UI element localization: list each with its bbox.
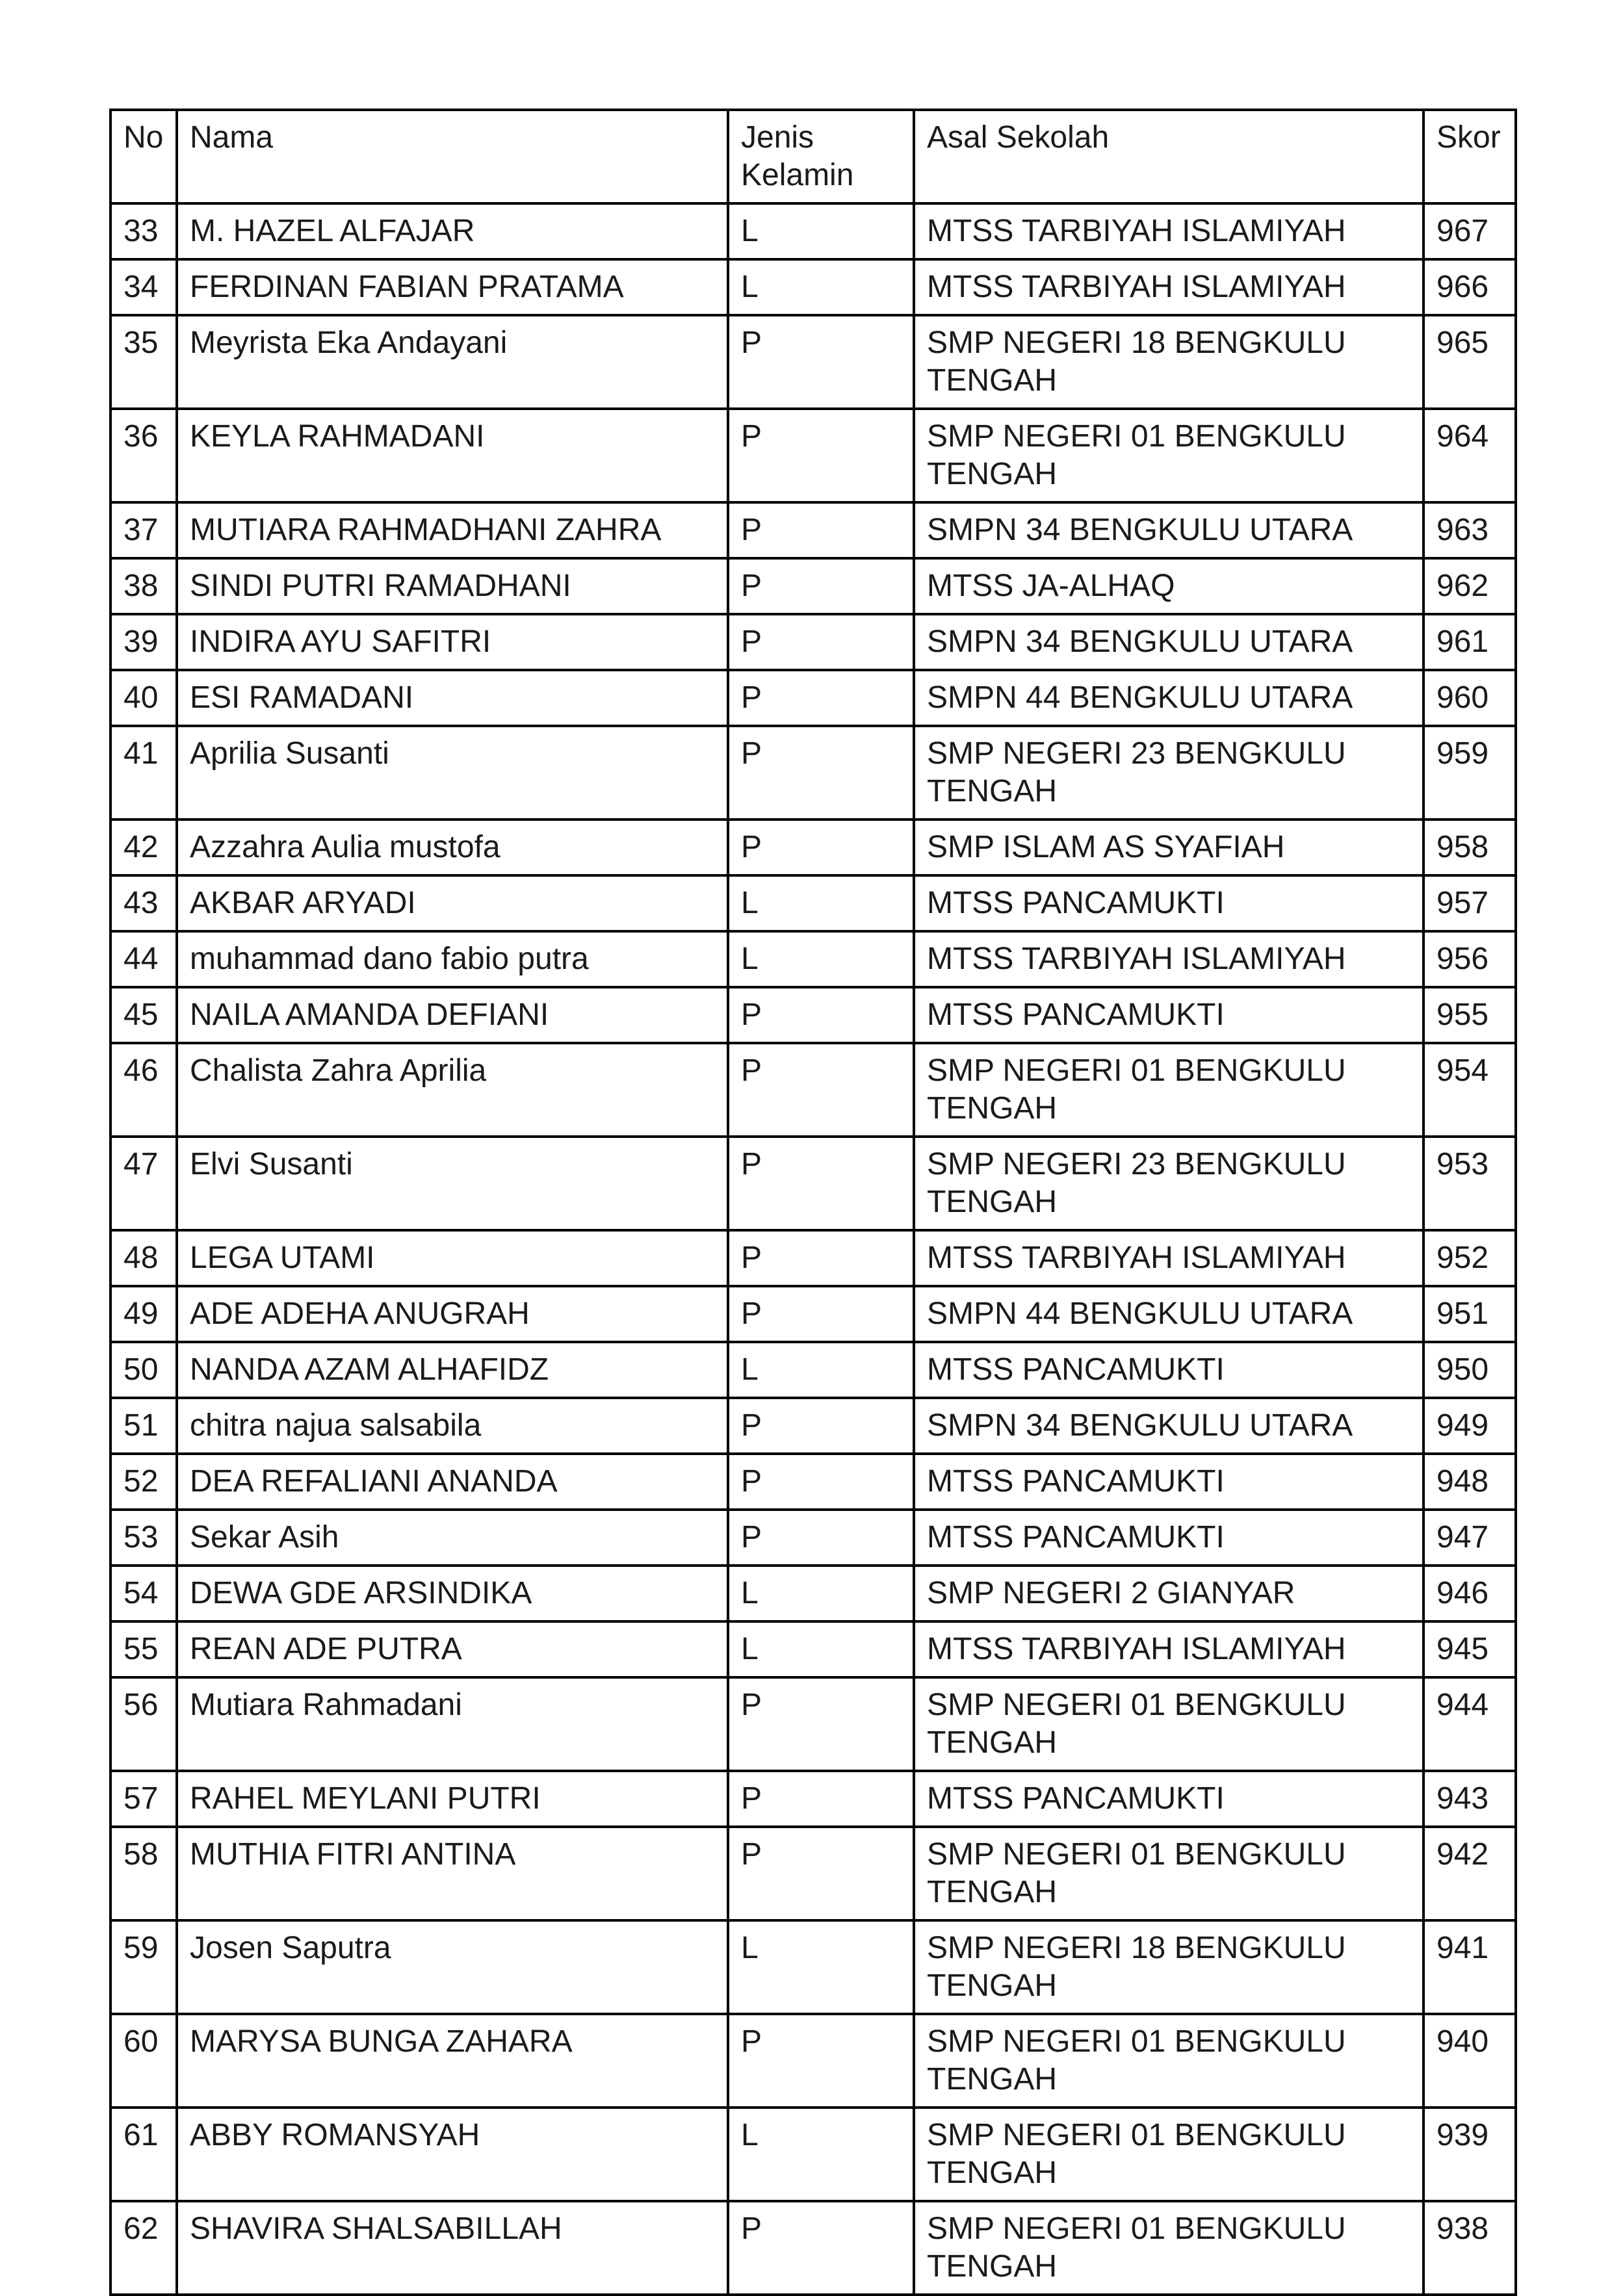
table-row	[110, 1920, 1516, 2014]
cell-asal-sekolah: SMP NEGERI 23 BENGKULU TENGAH	[914, 1137, 1424, 1230]
cell-nama: AKBAR ARYADI	[177, 875, 728, 931]
table-row	[110, 409, 1516, 502]
cell-jenis-kelamin: P	[728, 409, 914, 502]
cell-jenis-kelamin: L	[728, 1342, 914, 1398]
table-row	[110, 2014, 1516, 2108]
table-row	[110, 670, 1516, 726]
cell-asal-sekolah: MTSS PANCAMUKTI	[914, 875, 1424, 931]
cell-asal-sekolah: SMP NEGERI 01 BENGKULU TENGAH	[914, 1043, 1424, 1137]
table-row	[110, 1454, 1516, 1510]
table-row	[110, 1137, 1516, 1230]
cell-jenis-kelamin: L	[728, 875, 914, 931]
cell-nama: KEYLA RAHMADANI	[177, 409, 728, 502]
table-row	[110, 1677, 1516, 1771]
header-asal-sekolah: Asal Sekolah	[914, 110, 1424, 203]
cell-asal-sekolah: SMP NEGERI 01 BENGKULU TENGAH	[914, 1677, 1424, 1771]
cell-jenis-kelamin: P	[728, 1398, 914, 1454]
cell-jenis-kelamin: P	[728, 670, 914, 726]
header-jenis-kelamin: Jenis Kelamin	[728, 110, 914, 203]
cell-skor: 950	[1424, 1342, 1516, 1398]
cell-jenis-kelamin: L	[728, 931, 914, 987]
cell-no: 41	[110, 726, 177, 819]
cell-no: 33	[110, 203, 177, 259]
cell-skor: 960	[1424, 670, 1516, 726]
cell-asal-sekolah: SMPN 34 BENGKULU UTARA	[914, 502, 1424, 558]
table-row	[110, 203, 1516, 259]
cell-asal-sekolah: SMP NEGERI 18 BENGKULU TENGAH	[914, 1920, 1424, 2014]
cell-asal-sekolah: MTSS PANCAMUKTI	[914, 1771, 1424, 1827]
cell-no: 49	[110, 1286, 177, 1342]
table-row	[110, 2201, 1516, 2295]
cell-asal-sekolah: SMP NEGERI 01 BENGKULU TENGAH	[914, 1827, 1424, 1920]
cell-nama: ESI RAMADANI	[177, 670, 728, 726]
cell-asal-sekolah: SMP NEGERI 01 BENGKULU TENGAH	[914, 2108, 1424, 2201]
cell-no: 35	[110, 315, 177, 409]
cell-no: 46	[110, 1043, 177, 1137]
table-row	[110, 1827, 1516, 1920]
cell-skor: 948	[1424, 1454, 1516, 1510]
table-row	[110, 1043, 1516, 1137]
cell-skor: 949	[1424, 1398, 1516, 1454]
table-row	[110, 875, 1516, 931]
cell-asal-sekolah: MTSS TARBIYAH ISLAMIYAH	[914, 259, 1424, 315]
cell-jenis-kelamin: L	[728, 1621, 914, 1677]
cell-skor: 955	[1424, 987, 1516, 1043]
cell-nama: muhammad dano fabio putra	[177, 931, 728, 987]
cell-no: 61	[110, 2108, 177, 2201]
cell-jenis-kelamin: L	[728, 2108, 914, 2201]
cell-asal-sekolah: MTSS PANCAMUKTI	[914, 1510, 1424, 1566]
table-body	[110, 203, 1516, 2295]
table-row	[110, 558, 1516, 614]
cell-no: 57	[110, 1771, 177, 1827]
header-skor: Skor	[1424, 110, 1516, 203]
cell-asal-sekolah: SMP NEGERI 01 BENGKULU TENGAH	[914, 2201, 1424, 2295]
cell-skor: 961	[1424, 614, 1516, 670]
cell-skor: 952	[1424, 1230, 1516, 1286]
cell-jenis-kelamin: P	[728, 315, 914, 409]
cell-no: 43	[110, 875, 177, 931]
cell-skor: 951	[1424, 1286, 1516, 1342]
cell-nama: INDIRA AYU SAFITRI	[177, 614, 728, 670]
table-row	[110, 1621, 1516, 1677]
cell-jenis-kelamin: P	[728, 1827, 914, 1920]
table-row	[110, 614, 1516, 670]
cell-nama: Elvi Susanti	[177, 1137, 728, 1230]
cell-skor: 966	[1424, 259, 1516, 315]
table-row	[110, 2108, 1516, 2201]
cell-skor: 938	[1424, 2201, 1516, 2295]
header-no: No	[110, 110, 177, 203]
cell-no: 52	[110, 1454, 177, 1510]
cell-jenis-kelamin: P	[728, 819, 914, 875]
header-nama: Nama	[177, 110, 728, 203]
cell-nama: MARYSA BUNGA ZAHARA	[177, 2014, 728, 2108]
cell-asal-sekolah: SMPN 44 BENGKULU UTARA	[914, 1286, 1424, 1342]
cell-asal-sekolah: SMPN 34 BENGKULU UTARA	[914, 1398, 1424, 1454]
cell-no: 39	[110, 614, 177, 670]
cell-jenis-kelamin: P	[728, 987, 914, 1043]
cell-no: 50	[110, 1342, 177, 1398]
cell-nama: Josen Saputra	[177, 1920, 728, 2014]
cell-skor: 958	[1424, 819, 1516, 875]
table-row	[110, 1510, 1516, 1566]
cell-nama: Sekar Asih	[177, 1510, 728, 1566]
cell-asal-sekolah: SMPN 44 BENGKULU UTARA	[914, 670, 1424, 726]
cell-asal-sekolah: SMP NEGERI 23 BENGKULU TENGAH	[914, 726, 1424, 819]
cell-asal-sekolah: SMP ISLAM AS SYAFIAH	[914, 819, 1424, 875]
cell-asal-sekolah: MTSS TARBIYAH ISLAMIYAH	[914, 931, 1424, 987]
cell-asal-sekolah: SMP NEGERI 2 GIANYAR	[914, 1566, 1424, 1621]
cell-asal-sekolah: MTSS JA-ALHAQ	[914, 558, 1424, 614]
table-row	[110, 502, 1516, 558]
table-row	[110, 1771, 1516, 1827]
cell-jenis-kelamin: L	[728, 1566, 914, 1621]
table-row	[110, 726, 1516, 819]
cell-asal-sekolah: MTSS PANCAMUKTI	[914, 987, 1424, 1043]
cell-nama: Azzahra Aulia mustofa	[177, 819, 728, 875]
cell-jenis-kelamin: L	[728, 203, 914, 259]
cell-jenis-kelamin: P	[728, 1230, 914, 1286]
cell-no: 56	[110, 1677, 177, 1771]
cell-nama: MUTIARA RAHMADHANI ZAHRA	[177, 502, 728, 558]
cell-skor: 939	[1424, 2108, 1516, 2201]
cell-no: 37	[110, 502, 177, 558]
cell-skor: 962	[1424, 558, 1516, 614]
results-table	[109, 109, 1517, 2296]
cell-no: 36	[110, 409, 177, 502]
cell-asal-sekolah: SMPN 34 BENGKULU UTARA	[914, 614, 1424, 670]
cell-nama: RAHEL MEYLANI PUTRI	[177, 1771, 728, 1827]
cell-skor: 967	[1424, 203, 1516, 259]
table-row	[110, 1286, 1516, 1342]
table-row	[110, 1398, 1516, 1454]
cell-jenis-kelamin: P	[728, 1771, 914, 1827]
cell-skor: 959	[1424, 726, 1516, 819]
table-row	[110, 259, 1516, 315]
cell-asal-sekolah: MTSS TARBIYAH ISLAMIYAH	[914, 1230, 1424, 1286]
cell-jenis-kelamin: P	[728, 1286, 914, 1342]
cell-no: 62	[110, 2201, 177, 2295]
cell-nama: FERDINAN FABIAN PRATAMA	[177, 259, 728, 315]
cell-jenis-kelamin: P	[728, 726, 914, 819]
cell-jenis-kelamin: P	[728, 1510, 914, 1566]
cell-nama: Aprilia Susanti	[177, 726, 728, 819]
cell-nama: Meyrista Eka Andayani	[177, 315, 728, 409]
cell-asal-sekolah: SMP NEGERI 01 BENGKULU TENGAH	[914, 2014, 1424, 2108]
cell-skor: 965	[1424, 315, 1516, 409]
cell-nama: MUTHIA FITRI ANTINA	[177, 1827, 728, 1920]
cell-jenis-kelamin: L	[728, 1920, 914, 2014]
cell-jenis-kelamin: P	[728, 558, 914, 614]
cell-asal-sekolah: MTSS TARBIYAH ISLAMIYAH	[914, 1621, 1424, 1677]
cell-nama: NANDA AZAM ALHAFIDZ	[177, 1342, 728, 1398]
cell-skor: 944	[1424, 1677, 1516, 1771]
cell-asal-sekolah: SMP NEGERI 01 BENGKULU TENGAH	[914, 409, 1424, 502]
cell-no: 48	[110, 1230, 177, 1286]
cell-skor: 964	[1424, 409, 1516, 502]
cell-jenis-kelamin: P	[728, 1454, 914, 1510]
cell-no: 59	[110, 1920, 177, 2014]
cell-skor: 946	[1424, 1566, 1516, 1621]
cell-no: 42	[110, 819, 177, 875]
cell-skor: 957	[1424, 875, 1516, 931]
cell-asal-sekolah: MTSS PANCAMUKTI	[914, 1342, 1424, 1398]
cell-nama: Mutiara Rahmadani	[177, 1677, 728, 1771]
cell-jenis-kelamin: P	[728, 1677, 914, 1771]
cell-skor: 953	[1424, 1137, 1516, 1230]
table-header	[110, 110, 1516, 203]
cell-nama: LEGA UTAMI	[177, 1230, 728, 1286]
cell-no: 54	[110, 1566, 177, 1621]
table-row	[110, 315, 1516, 409]
cell-no: 44	[110, 931, 177, 987]
cell-skor: 941	[1424, 1920, 1516, 2014]
cell-nama: DEWA GDE ARSINDIKA	[177, 1566, 728, 1621]
cell-skor: 954	[1424, 1043, 1516, 1137]
header-row	[110, 110, 1516, 203]
cell-jenis-kelamin: P	[728, 1137, 914, 1230]
cell-jenis-kelamin: P	[728, 1043, 914, 1137]
cell-skor: 963	[1424, 502, 1516, 558]
cell-no: 53	[110, 1510, 177, 1566]
cell-no: 47	[110, 1137, 177, 1230]
cell-no: 38	[110, 558, 177, 614]
cell-jenis-kelamin: P	[728, 502, 914, 558]
cell-nama: DEA REFALIANI ANANDA	[177, 1454, 728, 1510]
cell-asal-sekolah: MTSS PANCAMUKTI	[914, 1454, 1424, 1510]
cell-nama: SHAVIRA SHALSABILLAH	[177, 2201, 728, 2295]
table-row	[110, 819, 1516, 875]
cell-no: 55	[110, 1621, 177, 1677]
table-row	[110, 1342, 1516, 1398]
cell-no: 40	[110, 670, 177, 726]
cell-nama: Chalista Zahra Aprilia	[177, 1043, 728, 1137]
cell-no: 34	[110, 259, 177, 315]
cell-skor: 943	[1424, 1771, 1516, 1827]
cell-no: 60	[110, 2014, 177, 2108]
table-row	[110, 1566, 1516, 1621]
cell-skor: 956	[1424, 931, 1516, 987]
cell-nama: SINDI PUTRI RAMADHANI	[177, 558, 728, 614]
cell-asal-sekolah: SMP NEGERI 18 BENGKULU TENGAH	[914, 315, 1424, 409]
cell-nama: M. HAZEL ALFAJAR	[177, 203, 728, 259]
cell-skor: 942	[1424, 1827, 1516, 1920]
table-row	[110, 987, 1516, 1043]
cell-nama: REAN ADE PUTRA	[177, 1621, 728, 1677]
cell-jenis-kelamin: L	[728, 259, 914, 315]
cell-skor: 940	[1424, 2014, 1516, 2108]
cell-nama: NAILA AMANDA DEFIANI	[177, 987, 728, 1043]
cell-skor: 947	[1424, 1510, 1516, 1566]
cell-jenis-kelamin: P	[728, 2014, 914, 2108]
cell-no: 45	[110, 987, 177, 1043]
table-row	[110, 931, 1516, 987]
cell-nama: ADE ADEHA ANUGRAH	[177, 1286, 728, 1342]
cell-nama: chitra najua salsabila	[177, 1398, 728, 1454]
table-row	[110, 1230, 1516, 1286]
cell-skor: 945	[1424, 1621, 1516, 1677]
cell-jenis-kelamin: P	[728, 614, 914, 670]
cell-asal-sekolah: MTSS TARBIYAH ISLAMIYAH	[914, 203, 1424, 259]
cell-no: 58	[110, 1827, 177, 1920]
cell-no: 51	[110, 1398, 177, 1454]
cell-nama: ABBY ROMANSYAH	[177, 2108, 728, 2201]
cell-jenis-kelamin: P	[728, 2201, 914, 2295]
